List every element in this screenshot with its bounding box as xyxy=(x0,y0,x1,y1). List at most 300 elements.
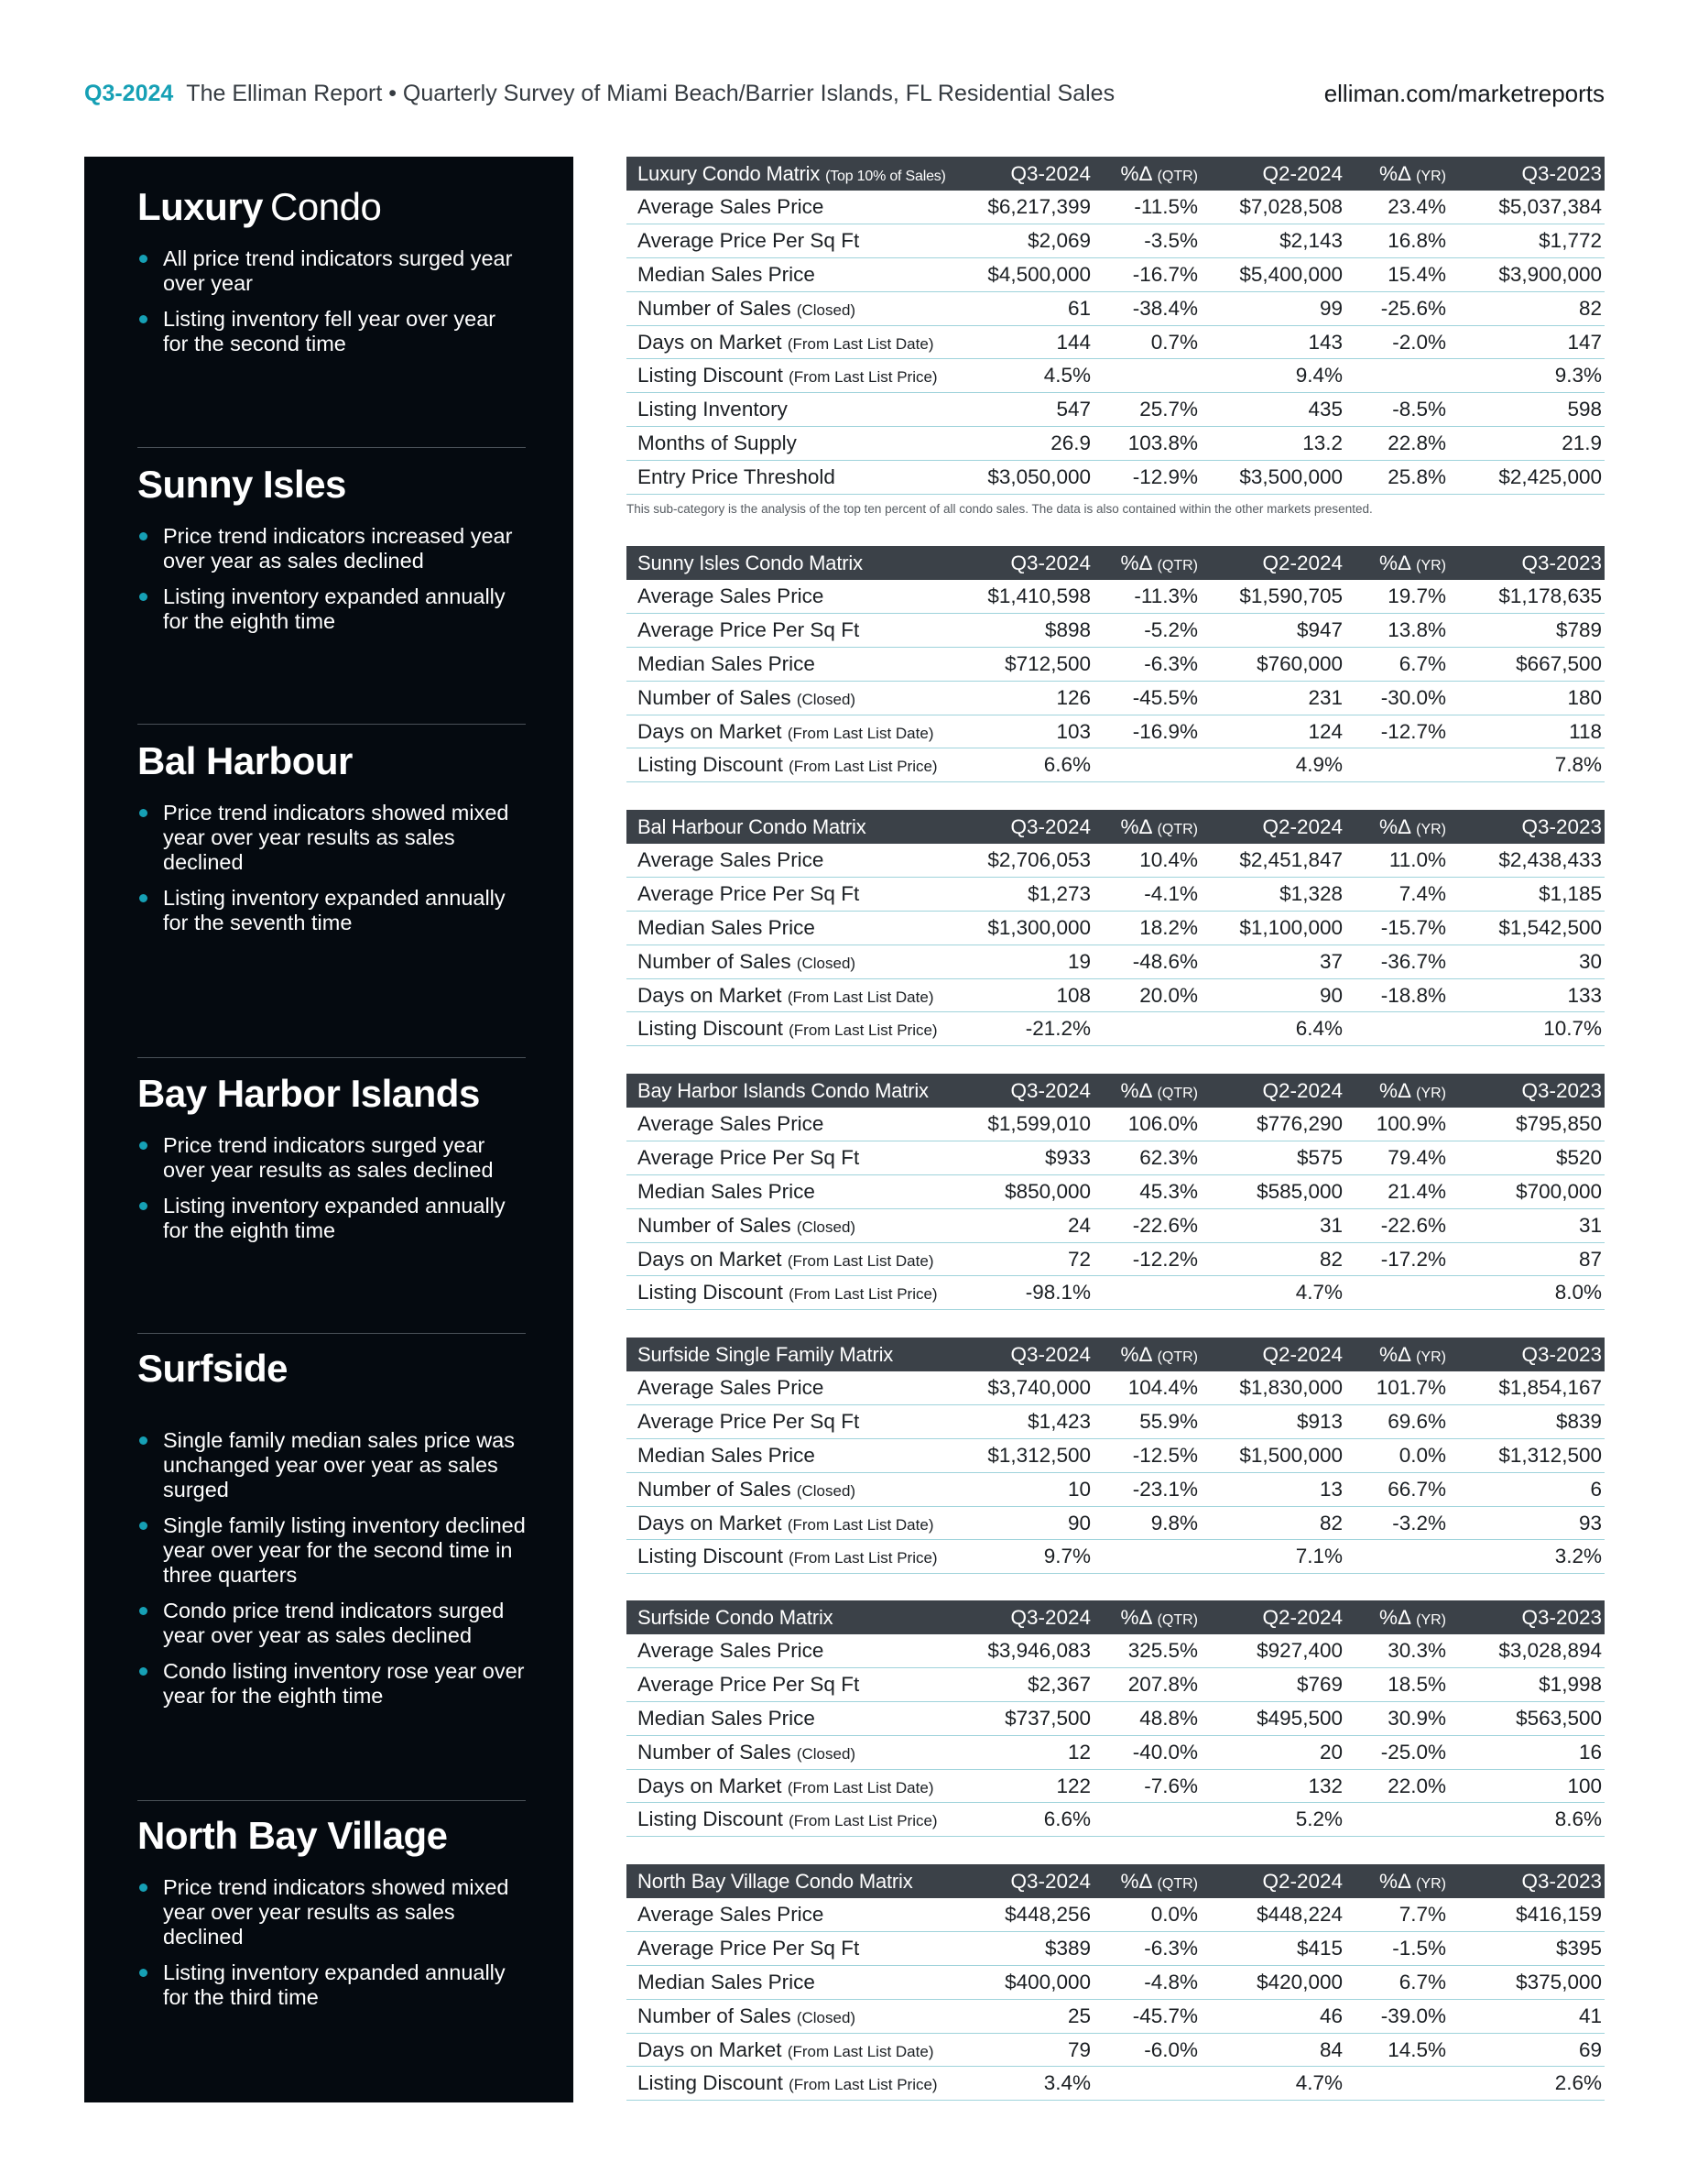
cell-change-yr: -39.0% xyxy=(1380,2004,1446,2027)
cell-q2-2024: 99 xyxy=(1319,296,1343,320)
cell-change-qtr: 106.0% xyxy=(1127,1112,1198,1136)
cell-change-yr: -18.8% xyxy=(1380,983,1446,1007)
table-row xyxy=(626,614,1605,648)
table-row xyxy=(626,1371,1605,1405)
matrix-footnote: This sub-category is the analysis of the top ten percent of all condo sales. The data is also contained within the other markets presented. xyxy=(626,501,1373,516)
cell-change-qtr: -12.9% xyxy=(1132,464,1198,488)
cell-change-yr: 6.7% xyxy=(1399,1970,1446,1993)
table-row xyxy=(626,681,1605,715)
table-row xyxy=(626,393,1605,427)
table-row xyxy=(626,325,1605,359)
table-row xyxy=(626,427,1605,461)
row-label: Average Price Per Sq Ft xyxy=(637,1673,860,1697)
cell-change-qtr: 104.4% xyxy=(1127,1376,1198,1400)
column-header-q2-2024: Q2-2024 xyxy=(1262,1078,1343,1102)
cell-q2-2024: $947 xyxy=(1296,618,1343,642)
cell-change-qtr: 0.0% xyxy=(1150,1903,1198,1927)
cell-q3-2023: $1,312,500 xyxy=(1498,1443,1602,1467)
cell-change-yr: -22.6% xyxy=(1380,1213,1446,1237)
sidebar-divider xyxy=(137,1333,526,1334)
cell-q3-2023: $839 xyxy=(1555,1410,1602,1434)
cell-change-yr xyxy=(1345,1540,1449,1574)
cell-q3-2024: 3.4% xyxy=(1043,2071,1091,2095)
cell-change-yr: 66.7% xyxy=(1388,1477,1446,1501)
table-row xyxy=(626,1439,1605,1473)
matrix-title: Bay Harbor Islands Condo Matrix xyxy=(637,1078,929,1102)
matrix-table xyxy=(626,157,1605,495)
cell-q3-2024: $1,410,598 xyxy=(987,584,1091,608)
cell-q2-2024: 231 xyxy=(1308,685,1343,709)
cell-q3-2024: 547 xyxy=(1056,398,1091,421)
cell-q3-2023: 8.0% xyxy=(1554,1281,1602,1305)
cell-q3-2024: $3,946,083 xyxy=(987,1639,1091,1663)
cell-q3-2024: 61 xyxy=(1067,296,1091,320)
cell-q3-2023: $563,500 xyxy=(1516,1706,1602,1730)
table-row xyxy=(626,1932,1605,1966)
row-label: Median Sales Price xyxy=(637,1179,815,1203)
matrix-title: North Bay Village Condo Matrix xyxy=(637,1869,913,1893)
row-label: Average Sales Price xyxy=(637,1903,824,1927)
cell-q2-2024: $448,224 xyxy=(1257,1903,1343,1927)
cell-q3-2023: $700,000 xyxy=(1516,1179,1602,1203)
cell-change-yr: 22.0% xyxy=(1388,1774,1446,1797)
table-row xyxy=(626,648,1605,682)
sidebar-bullet-list xyxy=(137,801,526,935)
column-header-q3-2023: Q3-2023 xyxy=(1521,1605,1602,1629)
table-row xyxy=(626,1405,1605,1439)
cell-change-yr: 21.4% xyxy=(1388,1179,1446,1203)
column-header-q3-2023: Q3-2023 xyxy=(1521,161,1602,185)
cell-change-yr: 16.8% xyxy=(1388,229,1446,253)
column-header-q3-2024: Q3-2024 xyxy=(1010,814,1091,838)
cell-change-qtr: 20.0% xyxy=(1139,983,1198,1007)
column-header-q3-2023: Q3-2023 xyxy=(1521,551,1602,574)
cell-q3-2024: 24 xyxy=(1067,1213,1091,1237)
matrix-title: Bal Harbour Condo Matrix xyxy=(637,814,866,838)
cell-change-yr: -2.0% xyxy=(1392,330,1446,354)
header-url-link[interactable]: elliman.com/marketreports xyxy=(1323,80,1605,107)
cell-change-qtr: -11.5% xyxy=(1134,195,1198,219)
row-label: Days on Market (From Last List Date) xyxy=(637,1247,934,1271)
table-row xyxy=(626,1634,1605,1668)
matrix-table-block xyxy=(626,1600,1605,1837)
cell-q2-2024: 82 xyxy=(1319,1247,1343,1271)
cell-q3-2024: 122 xyxy=(1056,1774,1091,1797)
row-label: Listing Discount (From Last List Price) xyxy=(637,1281,938,1305)
row-label: Average Sales Price xyxy=(637,1112,824,1136)
cell-change-yr xyxy=(1345,1276,1449,1310)
sidebar-bullet: Condo price trend indicators surged year over year as sales declined xyxy=(137,1599,526,1648)
cell-q3-2023: $1,185 xyxy=(1539,882,1602,906)
sidebar-divider xyxy=(137,1800,526,1801)
cell-change-qtr: -5.2% xyxy=(1144,618,1198,642)
cell-change-qtr: -45.7% xyxy=(1132,2004,1198,2027)
matrix-table xyxy=(626,1864,1605,2101)
cell-change-yr: 69.6% xyxy=(1388,1410,1446,1434)
cell-q2-2024: 37 xyxy=(1319,949,1343,973)
table-row xyxy=(626,291,1605,325)
cell-change-yr: 11.0% xyxy=(1388,848,1446,872)
cell-change-yr xyxy=(1345,1803,1449,1837)
cell-q2-2024: 143 xyxy=(1308,330,1343,354)
row-label: Median Sales Price xyxy=(637,1706,815,1730)
cell-q3-2023: 133 xyxy=(1567,983,1602,1007)
cell-change-yr: -8.5% xyxy=(1392,398,1446,421)
cell-q3-2023: 41 xyxy=(1578,2004,1602,2027)
cell-change-yr: 23.4% xyxy=(1388,195,1446,219)
cell-q2-2024: $495,500 xyxy=(1257,1706,1343,1730)
cell-change-yr: 7.7% xyxy=(1399,1903,1446,1927)
matrix-table-block xyxy=(626,1864,1605,2101)
sidebar-bullet: Listing inventory expanded annually for the seventh time xyxy=(137,886,526,935)
cell-change-qtr: 18.2% xyxy=(1139,915,1198,939)
table-row xyxy=(626,1276,1605,1310)
cell-change-yr: -12.7% xyxy=(1380,719,1446,743)
cell-change-qtr: -48.6% xyxy=(1132,949,1198,973)
sidebar-bullet: Price trend indicators showed mixed year over year results as sales declined xyxy=(137,801,526,875)
table-row xyxy=(626,1966,1605,2000)
cell-q3-2024: 26.9 xyxy=(1050,431,1091,454)
cell-q2-2024: $7,028,508 xyxy=(1239,195,1343,219)
row-label: Median Sales Price xyxy=(637,1443,815,1467)
cell-q3-2024: 72 xyxy=(1067,1247,1091,1271)
cell-q2-2024: 13.2 xyxy=(1302,431,1343,454)
table-row xyxy=(626,1999,1605,2033)
cell-change-qtr: -4.8% xyxy=(1144,1970,1198,1993)
matrix-header-row xyxy=(626,157,1605,191)
cell-q2-2024: $575 xyxy=(1296,1146,1343,1170)
cell-change-qtr: 325.5% xyxy=(1127,1639,1198,1663)
cell-q3-2023: $5,037,384 xyxy=(1498,195,1602,219)
cell-q3-2023: 147 xyxy=(1567,330,1602,354)
cell-q3-2024: $2,367 xyxy=(1028,1673,1091,1697)
column-header-change-yr: %Δ (YR) xyxy=(1379,161,1446,185)
cell-q3-2024: $6,217,399 xyxy=(987,195,1091,219)
cell-q3-2023: $667,500 xyxy=(1516,651,1602,675)
cell-q3-2024: -98.1% xyxy=(1025,1281,1091,1305)
cell-change-qtr: 62.3% xyxy=(1139,1146,1198,1170)
cell-change-yr: 18.5% xyxy=(1388,1673,1446,1697)
matrix-table-block xyxy=(626,157,1605,516)
cell-q3-2023: 3.2% xyxy=(1554,1545,1602,1568)
cell-q2-2024: 4.7% xyxy=(1295,1281,1343,1305)
cell-q3-2023: $3,028,894 xyxy=(1498,1639,1602,1663)
cell-q3-2023: 10.7% xyxy=(1543,1017,1602,1041)
cell-change-qtr xyxy=(1094,359,1201,393)
sidebar-bullet: Price trend indicators surged year over year results as sales declined xyxy=(137,1133,526,1183)
cell-q3-2024: -21.2% xyxy=(1025,1017,1091,1041)
sidebar-bullet: Single family listing inventory declined year over year for the second time in three quarters xyxy=(137,1513,526,1588)
cell-q2-2024: 435 xyxy=(1308,398,1343,421)
cell-q3-2024: $1,312,500 xyxy=(987,1443,1091,1467)
cell-q3-2024: $2,706,053 xyxy=(987,848,1091,872)
row-label: Number of Sales (Closed) xyxy=(637,1213,856,1237)
matrix-header-row xyxy=(626,1074,1605,1108)
table-row xyxy=(626,978,1605,1012)
cell-q2-2024: 46 xyxy=(1319,2004,1343,2027)
cell-change-qtr: -12.2% xyxy=(1132,1247,1198,1271)
column-header-q2-2024: Q2-2024 xyxy=(1262,161,1343,185)
matrix-table-block xyxy=(626,1338,1605,1574)
column-header-q2-2024: Q2-2024 xyxy=(1262,1869,1343,1893)
column-header-change-yr: %Δ (YR) xyxy=(1379,1869,1446,1893)
sidebar-bullet: Single family median sales price was unchanged year over year as sales surged xyxy=(137,1428,526,1502)
sidebar-bullet: Listing inventory expanded annually for the third time xyxy=(137,1960,526,2010)
sidebar-bullet-list xyxy=(137,1875,526,2010)
row-label: Number of Sales (Closed) xyxy=(637,1740,856,1764)
table-row xyxy=(626,715,1605,748)
cell-change-qtr xyxy=(1094,2067,1201,2101)
sidebar-bullet: Condo listing inventory rose year over year for the eighth time xyxy=(137,1659,526,1709)
row-label: Listing Discount (From Last List Price) xyxy=(637,1017,938,1041)
matrix-title: Sunny Isles Condo Matrix xyxy=(637,551,863,574)
cell-q2-2024: 82 xyxy=(1319,1511,1343,1534)
cell-change-qtr: -11.3% xyxy=(1134,584,1198,608)
cell-change-qtr: -16.7% xyxy=(1132,262,1198,286)
cell-q3-2023: $1,854,167 xyxy=(1498,1376,1602,1400)
cell-change-qtr: -3.5% xyxy=(1144,229,1198,253)
row-label: Number of Sales (Closed) xyxy=(637,1477,856,1501)
cell-q3-2023: 31 xyxy=(1578,1213,1602,1237)
cell-change-qtr: -6.0% xyxy=(1144,2037,1198,2061)
matrix-table xyxy=(626,1074,1605,1310)
cell-q2-2024: $2,143 xyxy=(1279,229,1343,253)
cell-q3-2023: 8.6% xyxy=(1554,1807,1602,1831)
cell-q3-2023: 30 xyxy=(1578,949,1602,973)
column-header-q2-2024: Q2-2024 xyxy=(1262,1342,1343,1366)
column-header-q3-2023: Q3-2023 xyxy=(1521,814,1602,838)
row-label: Listing Discount (From Last List Price) xyxy=(637,2071,938,2095)
cell-q3-2023: 598 xyxy=(1567,398,1602,421)
cell-q3-2023: 87 xyxy=(1578,1247,1602,1271)
sidebar-bullet-list xyxy=(137,246,526,356)
cell-q3-2023: 9.3% xyxy=(1554,364,1602,388)
cell-q3-2023: 118 xyxy=(1569,719,1602,743)
cell-change-qtr: -12.5% xyxy=(1132,1443,1198,1467)
cell-q3-2024: $448,256 xyxy=(1005,1903,1091,1927)
column-header-change-yr: %Δ (YR) xyxy=(1379,814,1446,838)
row-label: Days on Market (From Last List Date) xyxy=(637,1774,934,1797)
row-label: Average Price Per Sq Ft xyxy=(637,229,860,253)
column-header-change-qtr: %Δ (QTR) xyxy=(1120,1342,1198,1366)
cell-q3-2024: $2,069 xyxy=(1028,229,1091,253)
cell-q3-2023: $2,425,000 xyxy=(1498,464,1602,488)
table-row xyxy=(626,1472,1605,1506)
column-header-q3-2024: Q3-2024 xyxy=(1010,1078,1091,1102)
matrix-table xyxy=(626,810,1605,1046)
cell-q3-2024: 19 xyxy=(1067,949,1091,973)
cell-change-qtr: 45.3% xyxy=(1139,1179,1198,1203)
cell-q2-2024: 13 xyxy=(1319,1477,1343,1501)
row-label: Listing Discount (From Last List Price) xyxy=(637,1807,938,1831)
cell-q3-2024: $898 xyxy=(1044,618,1091,642)
cell-q2-2024: 124 xyxy=(1308,719,1343,743)
row-label: Days on Market (From Last List Date) xyxy=(637,1511,934,1534)
cell-change-qtr: -6.3% xyxy=(1144,1937,1198,1960)
column-header-q2-2024: Q2-2024 xyxy=(1262,551,1343,574)
column-header-change-qtr: %Δ (QTR) xyxy=(1120,1869,1198,1893)
cell-change-yr: -25.0% xyxy=(1380,1740,1446,1764)
sidebar-divider xyxy=(137,1057,526,1058)
cell-q3-2024: $712,500 xyxy=(1005,651,1091,675)
sidebar-bullet: Listing inventory expanded annually for the eighth time xyxy=(137,584,526,634)
matrix-table-block xyxy=(626,810,1605,1046)
cell-q3-2023: $520 xyxy=(1555,1146,1602,1170)
cell-q2-2024: $415 xyxy=(1296,1937,1343,1960)
row-label: Average Price Per Sq Ft xyxy=(637,1410,860,1434)
cell-change-qtr: 10.4% xyxy=(1139,848,1198,872)
sidebar-section-title: Bal Harbour xyxy=(137,739,353,782)
cell-q2-2024: $769 xyxy=(1296,1673,1343,1697)
cell-change-qtr: -22.6% xyxy=(1132,1213,1198,1237)
table-row xyxy=(626,1898,1605,1932)
cell-q3-2023: 69 xyxy=(1578,2037,1602,2061)
cell-q3-2024: 90 xyxy=(1067,1511,1091,1534)
row-label: Listing Discount (From Last List Price) xyxy=(637,364,938,388)
row-label: Average Price Per Sq Ft xyxy=(637,618,860,642)
cell-change-qtr: 103.8% xyxy=(1127,431,1198,454)
cell-q3-2024: 10 xyxy=(1067,1477,1091,1501)
sidebar-section-bay-harbor-islands xyxy=(137,1071,526,1254)
cell-change-qtr: 207.8% xyxy=(1127,1673,1198,1697)
table-row xyxy=(626,2067,1605,2101)
cell-q3-2023: $1,178,635 xyxy=(1498,584,1602,608)
cell-q3-2023: $3,900,000 xyxy=(1498,262,1602,286)
cell-q3-2024: 25 xyxy=(1067,2004,1091,2027)
cell-q3-2024: $1,423 xyxy=(1028,1410,1091,1434)
row-label: Average Price Per Sq Ft xyxy=(637,1937,860,1960)
matrix-header-row xyxy=(626,1338,1605,1371)
matrix-table-block xyxy=(626,1074,1605,1310)
sidebar-summary-panel xyxy=(84,157,573,2102)
row-label: Number of Sales (Closed) xyxy=(637,685,856,709)
cell-q2-2024: 5.2% xyxy=(1295,1807,1343,1831)
cell-change-qtr: 48.8% xyxy=(1139,1706,1198,1730)
cell-q2-2024: $1,328 xyxy=(1279,882,1343,906)
column-header-q3-2023: Q3-2023 xyxy=(1521,1342,1602,1366)
cell-change-yr xyxy=(1345,359,1449,393)
cell-q3-2024: $1,300,000 xyxy=(987,915,1091,939)
row-label: Days on Market (From Last List Date) xyxy=(637,983,934,1007)
cell-q3-2024: $737,500 xyxy=(1005,1706,1091,1730)
cell-q3-2024: 126 xyxy=(1056,685,1091,709)
cell-q3-2024: $3,740,000 xyxy=(987,1376,1091,1400)
table-row xyxy=(626,1141,1605,1175)
matrix-header-row xyxy=(626,1864,1605,1898)
matrix-table xyxy=(626,546,1605,782)
cell-change-yr xyxy=(1345,2067,1449,2101)
column-header-change-qtr: %Δ (QTR) xyxy=(1120,1605,1198,1629)
row-label: Listing Discount (From Last List Price) xyxy=(637,753,938,777)
cell-q2-2024: $5,400,000 xyxy=(1239,262,1343,286)
table-row xyxy=(626,748,1605,782)
cell-q3-2023: 100 xyxy=(1567,1774,1602,1797)
table-row xyxy=(626,1506,1605,1540)
cell-change-yr: -15.7% xyxy=(1380,915,1446,939)
cell-change-yr: 6.7% xyxy=(1399,651,1446,675)
matrix-title: Surfside Single Family Matrix xyxy=(637,1342,894,1366)
column-header-q2-2024: Q2-2024 xyxy=(1262,1605,1343,1629)
cell-q3-2024: 4.5% xyxy=(1043,364,1091,388)
cell-q3-2023: 2.6% xyxy=(1554,2071,1602,2095)
cell-change-qtr: -6.3% xyxy=(1144,651,1198,675)
cell-q2-2024: 132 xyxy=(1308,1774,1343,1797)
row-label: Days on Market (From Last List Date) xyxy=(637,719,934,743)
cell-change-yr: 19.7% xyxy=(1388,584,1446,608)
column-header-q3-2024: Q3-2024 xyxy=(1010,551,1091,574)
row-label: Average Sales Price xyxy=(637,848,824,872)
cell-q3-2024: 6.6% xyxy=(1043,1807,1091,1831)
column-header-q3-2024: Q3-2024 xyxy=(1010,1869,1091,1893)
cell-change-qtr xyxy=(1094,1803,1201,1837)
cell-change-yr: -30.0% xyxy=(1380,685,1446,709)
column-header-q2-2024: Q2-2024 xyxy=(1262,814,1343,838)
table-row xyxy=(626,1175,1605,1209)
column-header-q3-2024: Q3-2024 xyxy=(1010,1605,1091,1629)
cell-change-qtr: 9.8% xyxy=(1150,1511,1198,1534)
row-label: Average Sales Price xyxy=(637,1376,824,1400)
sidebar-divider xyxy=(137,447,526,448)
cell-q3-2024: $1,273 xyxy=(1028,882,1091,906)
table-row xyxy=(626,258,1605,292)
cell-q3-2023: 93 xyxy=(1578,1511,1602,1534)
table-row xyxy=(626,1735,1605,1769)
cell-q2-2024: $776,290 xyxy=(1257,1112,1343,1136)
row-label: Median Sales Price xyxy=(637,915,815,939)
sidebar-section-title: Surfside xyxy=(137,1347,288,1390)
sidebar-bullet: All price trend indicators surged year over year xyxy=(137,246,526,296)
cell-q2-2024: 84 xyxy=(1319,2037,1343,2061)
cell-q3-2023: 6 xyxy=(1590,1477,1602,1501)
cell-change-yr: 0.0% xyxy=(1399,1443,1446,1467)
cell-q3-2024: 108 xyxy=(1056,983,1091,1007)
cell-q2-2024: 6.4% xyxy=(1295,1017,1343,1041)
cell-change-qtr: 0.7% xyxy=(1150,330,1198,354)
cell-q3-2024: $3,050,000 xyxy=(987,464,1091,488)
cell-q3-2024: 103 xyxy=(1056,719,1091,743)
column-header-change-yr: %Δ (YR) xyxy=(1379,1078,1446,1102)
column-header-change-qtr: %Δ (QTR) xyxy=(1120,1078,1198,1102)
header-quarter: Q3-2024 xyxy=(84,81,174,106)
cell-change-qtr: 55.9% xyxy=(1139,1410,1198,1434)
sidebar-bullet-list xyxy=(137,524,526,634)
cell-q3-2023: $395 xyxy=(1555,1937,1602,1960)
cell-q3-2023: $795,850 xyxy=(1516,1112,1602,1136)
cell-change-yr: 15.4% xyxy=(1388,262,1446,286)
row-label: Average Sales Price xyxy=(637,1639,824,1663)
cell-change-qtr: -7.6% xyxy=(1144,1774,1198,1797)
table-row xyxy=(626,1012,1605,1046)
cell-change-yr: 79.4% xyxy=(1388,1146,1446,1170)
cell-q3-2023: $375,000 xyxy=(1516,1970,1602,1993)
table-row xyxy=(626,1769,1605,1803)
cell-change-qtr xyxy=(1094,1540,1201,1574)
cell-q3-2023: $2,438,433 xyxy=(1498,848,1602,872)
row-label: Median Sales Price xyxy=(637,1970,815,1993)
cell-change-yr xyxy=(1345,748,1449,782)
row-label: Average Sales Price xyxy=(637,584,824,608)
sidebar-bullet-list xyxy=(137,1133,526,1243)
header-left xyxy=(84,77,1115,110)
cell-change-qtr: -40.0% xyxy=(1132,1740,1198,1764)
table-row xyxy=(626,1668,1605,1702)
table-row xyxy=(626,191,1605,224)
header-title: The Elliman Report • Quarterly Survey of Miami Beach/Barrier Islands, FL Residential Sales xyxy=(186,81,1116,106)
matrix-header-row xyxy=(626,1600,1605,1634)
cell-q2-2024: $420,000 xyxy=(1257,1970,1343,1993)
cell-q2-2024: $913 xyxy=(1296,1410,1343,1434)
cell-q2-2024: 31 xyxy=(1319,1213,1343,1237)
